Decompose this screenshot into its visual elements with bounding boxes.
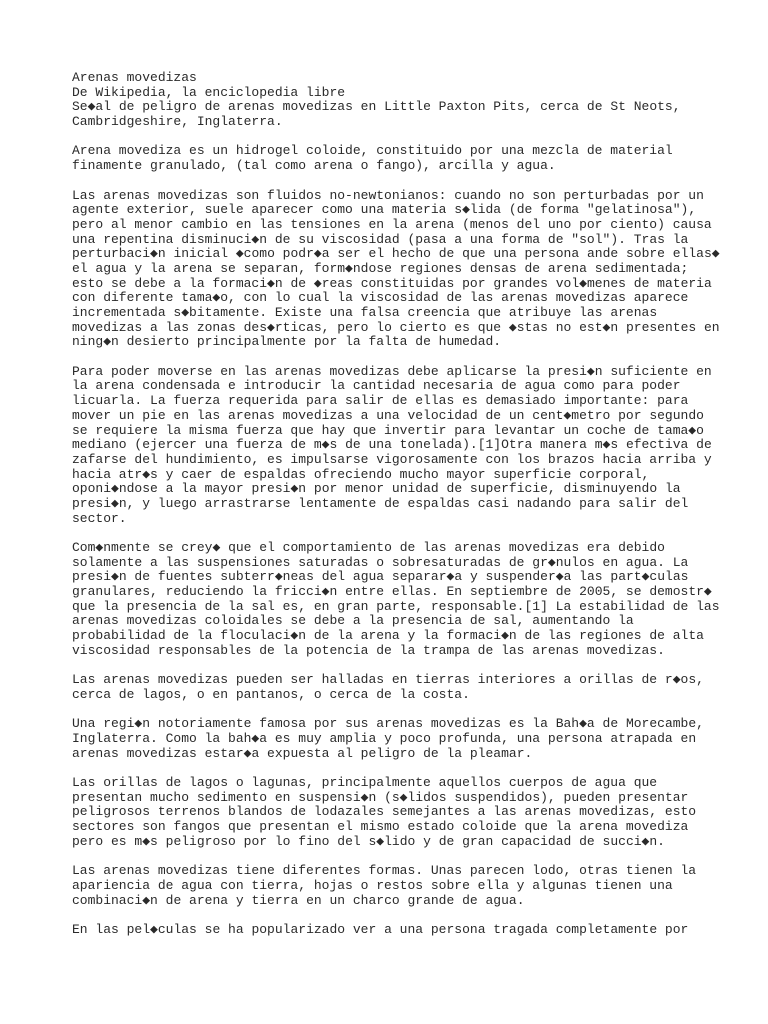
paragraph-line: se requiere la misma fuerza que hay que invertir para levantar un coche de tama◆o <box>72 422 704 438</box>
paragraph-line: esto se debe a la formaci◆n de ◆reas constituidas por grandes vol◆menes de materia <box>72 275 712 291</box>
paragraph-line: Las orillas de lagos o lagunas, principalmente aquellos cuerpos de agua que <box>72 775 658 790</box>
paragraph-line: perturbaci◆n inicial ◆como podr◆a ser el hecho de que una persona ande sobre ellas◆ <box>72 246 720 262</box>
paragraph-line: hacia atr◆s y caer de espaldas ofreciendo mucho mayor superficie corporal, <box>72 466 650 482</box>
paragraph-line: cerca de lagos, o en pantanos, o cerca de la costa. <box>72 686 470 702</box>
paragraph-line: viscosidad responsables de la potencia de la trampa de las arenas movedizas. <box>72 642 665 658</box>
paragraph-line: solamente a las suspensiones saturadas o sobresaturadas de gr◆nulos en agua. La <box>72 554 689 570</box>
document-header <box>72 71 712 130</box>
article-source: De Wikipedia, la enciclopedia libre <box>72 84 346 100</box>
paragraph-line: sector. <box>72 510 127 526</box>
article-body <box>72 143 720 937</box>
paragraph-line: ning◆n desierto principalmente por la falta de humedad. <box>72 334 502 350</box>
paragraph <box>72 365 712 527</box>
paragraph-line: arenas movedizas estar◆a expuesta al peligro de la pleamar. <box>72 745 533 761</box>
paragraph-line: granulares, reduciendo la fricci◆n entre ellas. En septiembre de 2005, se demostr◆ <box>72 584 712 600</box>
paragraph-line: Las arenas movedizas tiene diferentes formas. Unas parecen lodo, otras tienen la <box>72 863 697 879</box>
paragraph-line: que la presencia de la sal es, en gran parte, responsable.[1] La estabilidad de las <box>72 598 720 614</box>
paragraph-line: combinaci◆n de arena y tierra en un charco grande de agua. <box>72 892 525 908</box>
paragraph-line: presi◆n, y luego arrastrarse lentamente de espaldas casi nadando para salir del <box>72 495 689 511</box>
paragraph-line: Las arenas movedizas pueden ser halladas en tierras interiores a orillas de r◆os, <box>72 672 704 688</box>
paragraph-line: movedizas a las zonas des◆rticas, pero lo cierto es que ◆stas no est◆n presentes en <box>72 319 720 335</box>
article-title: Arenas movedizas <box>72 70 197 85</box>
paragraph-line: pero es m◆s peligroso por lo fino del s◆lido y de gran capacidad de succi◆n. <box>72 833 665 849</box>
paragraph-line: presi◆n de fuentes subterr◆neas del agua separar◆a y suspender◆a las part◆culas <box>72 569 689 585</box>
paragraph-line: probabilidad de la floculaci◆n de la arena y la formaci◆n de las regiones de alta <box>72 628 704 644</box>
paragraph-line: peligrosos terrenos blandos de lodazales semejantes a las arenas movedizas, esto <box>72 804 697 820</box>
paragraph-line: oponi◆ndose a la mayor presi◆n por menor unidad de superficie, disminuyendo la <box>72 481 681 497</box>
paragraph <box>72 923 712 938</box>
paragraph-line: En las pel◆culas se ha popularizado ver a una persona tragada completamente por <box>72 921 689 937</box>
paragraph-line: la arena condensada e introducir la cantidad necesaria de agua como para poder <box>72 378 681 394</box>
paragraph <box>72 144 712 173</box>
image-caption-line: Cambridgeshire, Inglaterra. <box>72 114 283 130</box>
paragraph-line: una repentina disminuci◆n de su viscosidad (pasa a una forma de "sol"). Tras la <box>72 231 689 247</box>
paragraph-line: con diferente tama◆o, con lo cual la viscosidad de las arenas movedizas aparece <box>72 290 689 306</box>
paragraph-line: mover un pie en las arenas movedizas a una velocidad de un cent◆metro por segundo <box>72 407 704 423</box>
paragraph-line: zafarse del hundimiento, es impulsarse vigorosamente con los brazos hacia arriba y <box>72 451 712 467</box>
paragraph <box>72 864 712 908</box>
paragraph-line: mediano (ejercer una fuerza de m◆s de una tonelada).[1]Otra manera m◆s efectiva de <box>72 437 712 453</box>
paragraph-line: licuarla. La fuerza requerida para salir de ellas es demasiado importante: para <box>72 393 689 409</box>
paragraph-line: Una regi◆n notoriamente famosa por sus arenas movedizas es la Bah◆a de Morecambe, <box>72 716 704 732</box>
paragraph-line: Arena movediza es un hidrogel coloide, constituido por una mezcla de material <box>72 143 673 159</box>
paragraph <box>72 717 712 761</box>
paragraph-line: el agua y la arena se separan, form◆ndose regiones densas de arena sedimentada; <box>72 260 689 276</box>
image-caption-line: Se◆al de peligro de arenas movedizas en Little Paxton Pits, cerca de St Neots, <box>72 99 681 115</box>
document-page <box>72 70 720 952</box>
paragraph-line: Com◆nmente se crey◆ que el comportamiento de las arenas movedizas era debido <box>72 540 665 555</box>
paragraph <box>72 187 720 351</box>
paragraph-line: incrementada s◆bitamente. Existe una falsa creencia que atribuye las arenas <box>72 305 658 320</box>
paragraph-line: Para poder moverse en las arenas movedizas debe aplicarse la presi◆n suficiente en <box>72 363 712 379</box>
paragraph-line: presentan mucho sedimento en suspensi◆n (s◆lidos suspendidos), pueden presentar <box>72 789 689 805</box>
paragraph <box>72 673 712 702</box>
paragraph-line: apariencia de agua con tierra, hojas o restos sobre ella y algunas tienen una <box>72 877 673 893</box>
paragraph-line: agente exterior, suele aparecer como una materia s◆lida (de forma "gelatinosa"), <box>72 202 697 218</box>
paragraph-line: Inglaterra. Como la bah◆a es muy amplia y poco profunda, una persona atrapada en <box>72 730 697 746</box>
paragraph <box>72 776 712 849</box>
paragraph-line: sectores son fangos que presentan el mismo estado coloide que la arena movediza <box>72 819 689 835</box>
paragraph-line: Las arenas movedizas son fluidos no-newtonianos: cuando no son perturbadas por un <box>72 187 704 203</box>
paragraph-line: finamente granulado, (tal como arena o fango), arcilla y agua. <box>72 158 556 174</box>
paragraph <box>72 540 720 659</box>
paragraph-line: pero al menor cambio en las tensiones en la arena (menos del uno por ciento) causa <box>72 216 712 232</box>
paragraph-line: arenas movedizas coloidales se debe a la presencia de sal, aumentando la <box>72 613 634 629</box>
